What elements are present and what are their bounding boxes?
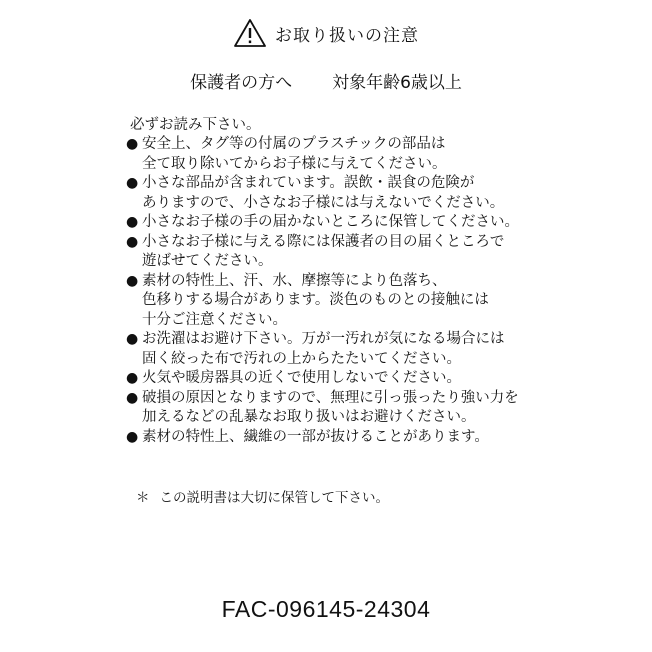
list-item-line: 色移りする場合があります。淡色のものとの接触には xyxy=(142,292,489,308)
list-item-line: ありますので、小さなお子様には与えないでください。 xyxy=(142,194,505,211)
list-item-line: 小さなお子様の手の届かないところに保管してください。 xyxy=(142,214,519,230)
list-item-text xyxy=(142,233,504,272)
list-item xyxy=(126,135,546,174)
bullet-icon: ● xyxy=(126,214,139,230)
note-text: この説明書は大切に保管して下さい。 xyxy=(159,490,389,506)
bullet-icon: ● xyxy=(126,370,139,386)
list-item-text xyxy=(142,369,461,389)
list-item-line: 小さなお子様に与える際には保護者の目の届くところで xyxy=(142,233,505,250)
list-item-line: 破損の原因となりますので、無理に引っ張ったり強い力を xyxy=(142,389,519,406)
list-item-text xyxy=(142,213,519,233)
caution-list xyxy=(126,135,546,447)
list-item-text xyxy=(142,389,519,428)
intro-text: 必ずお読み下さい。 xyxy=(130,117,261,133)
list-item-line: 全て取り除いてからお子様に与えてください。 xyxy=(142,155,447,172)
list-item-line: 遊ばせてください。 xyxy=(142,253,273,269)
bullet-icon: ● xyxy=(126,331,139,347)
header xyxy=(0,18,652,48)
list-item xyxy=(126,233,546,272)
list-item-text xyxy=(142,135,447,174)
bullet-icon: ● xyxy=(126,136,139,152)
warning-triangle-icon xyxy=(233,18,267,48)
list-item-line: 十分ご注意ください。 xyxy=(142,311,287,328)
page-title: お取り扱いの注意 xyxy=(275,25,419,46)
list-item-line: 素材の特性上、汗、水、摩擦等により色落ち、 xyxy=(142,272,447,289)
list-item-line: 固く絞った布で汚れの上からたたいてください。 xyxy=(142,350,461,367)
list-item xyxy=(126,369,546,389)
audience-label: 保護者の方へ xyxy=(190,73,293,93)
bullet-icon: ● xyxy=(126,272,139,289)
note xyxy=(136,486,389,506)
age-label: 対象年齢6歳以上 xyxy=(332,73,462,93)
list-item xyxy=(126,428,546,448)
list-item-line: お洗濯はお避け下さい。万が一汚れが気になる場合には xyxy=(142,331,505,347)
list-item xyxy=(126,389,546,428)
list-item xyxy=(126,330,546,369)
asterisk-mark: ＊ xyxy=(136,490,150,506)
list-item-line: 火気や暖房器具の近くで使用しないでください。 xyxy=(142,370,461,386)
list-item xyxy=(126,272,546,331)
list-item-text xyxy=(142,272,489,331)
product-code: FAC-096145-24304 xyxy=(221,596,431,622)
list-item-text xyxy=(142,428,489,448)
list-item-text xyxy=(142,174,504,213)
list-item-text xyxy=(142,330,505,369)
list-item-line: 加えるなどの乱暴なお取り扱いはお避けください。 xyxy=(142,409,476,425)
bullet-icon: ● xyxy=(126,233,139,250)
bullet-icon: ● xyxy=(126,389,139,406)
subtitle xyxy=(0,68,652,93)
bullet-icon: ● xyxy=(126,175,139,191)
list-item xyxy=(126,213,546,233)
list-item-line: 安全上、タグ等の付属のプラスチックの部品は xyxy=(142,136,446,152)
bullet-icon: ● xyxy=(126,428,139,445)
list-item xyxy=(126,174,546,213)
list-item-line: 素材の特性上、繊維の一部が抜けることがあります。 xyxy=(142,428,489,445)
list-item-line: 小さな部品が含まれています。誤飲・誤食の危険が xyxy=(142,175,475,191)
